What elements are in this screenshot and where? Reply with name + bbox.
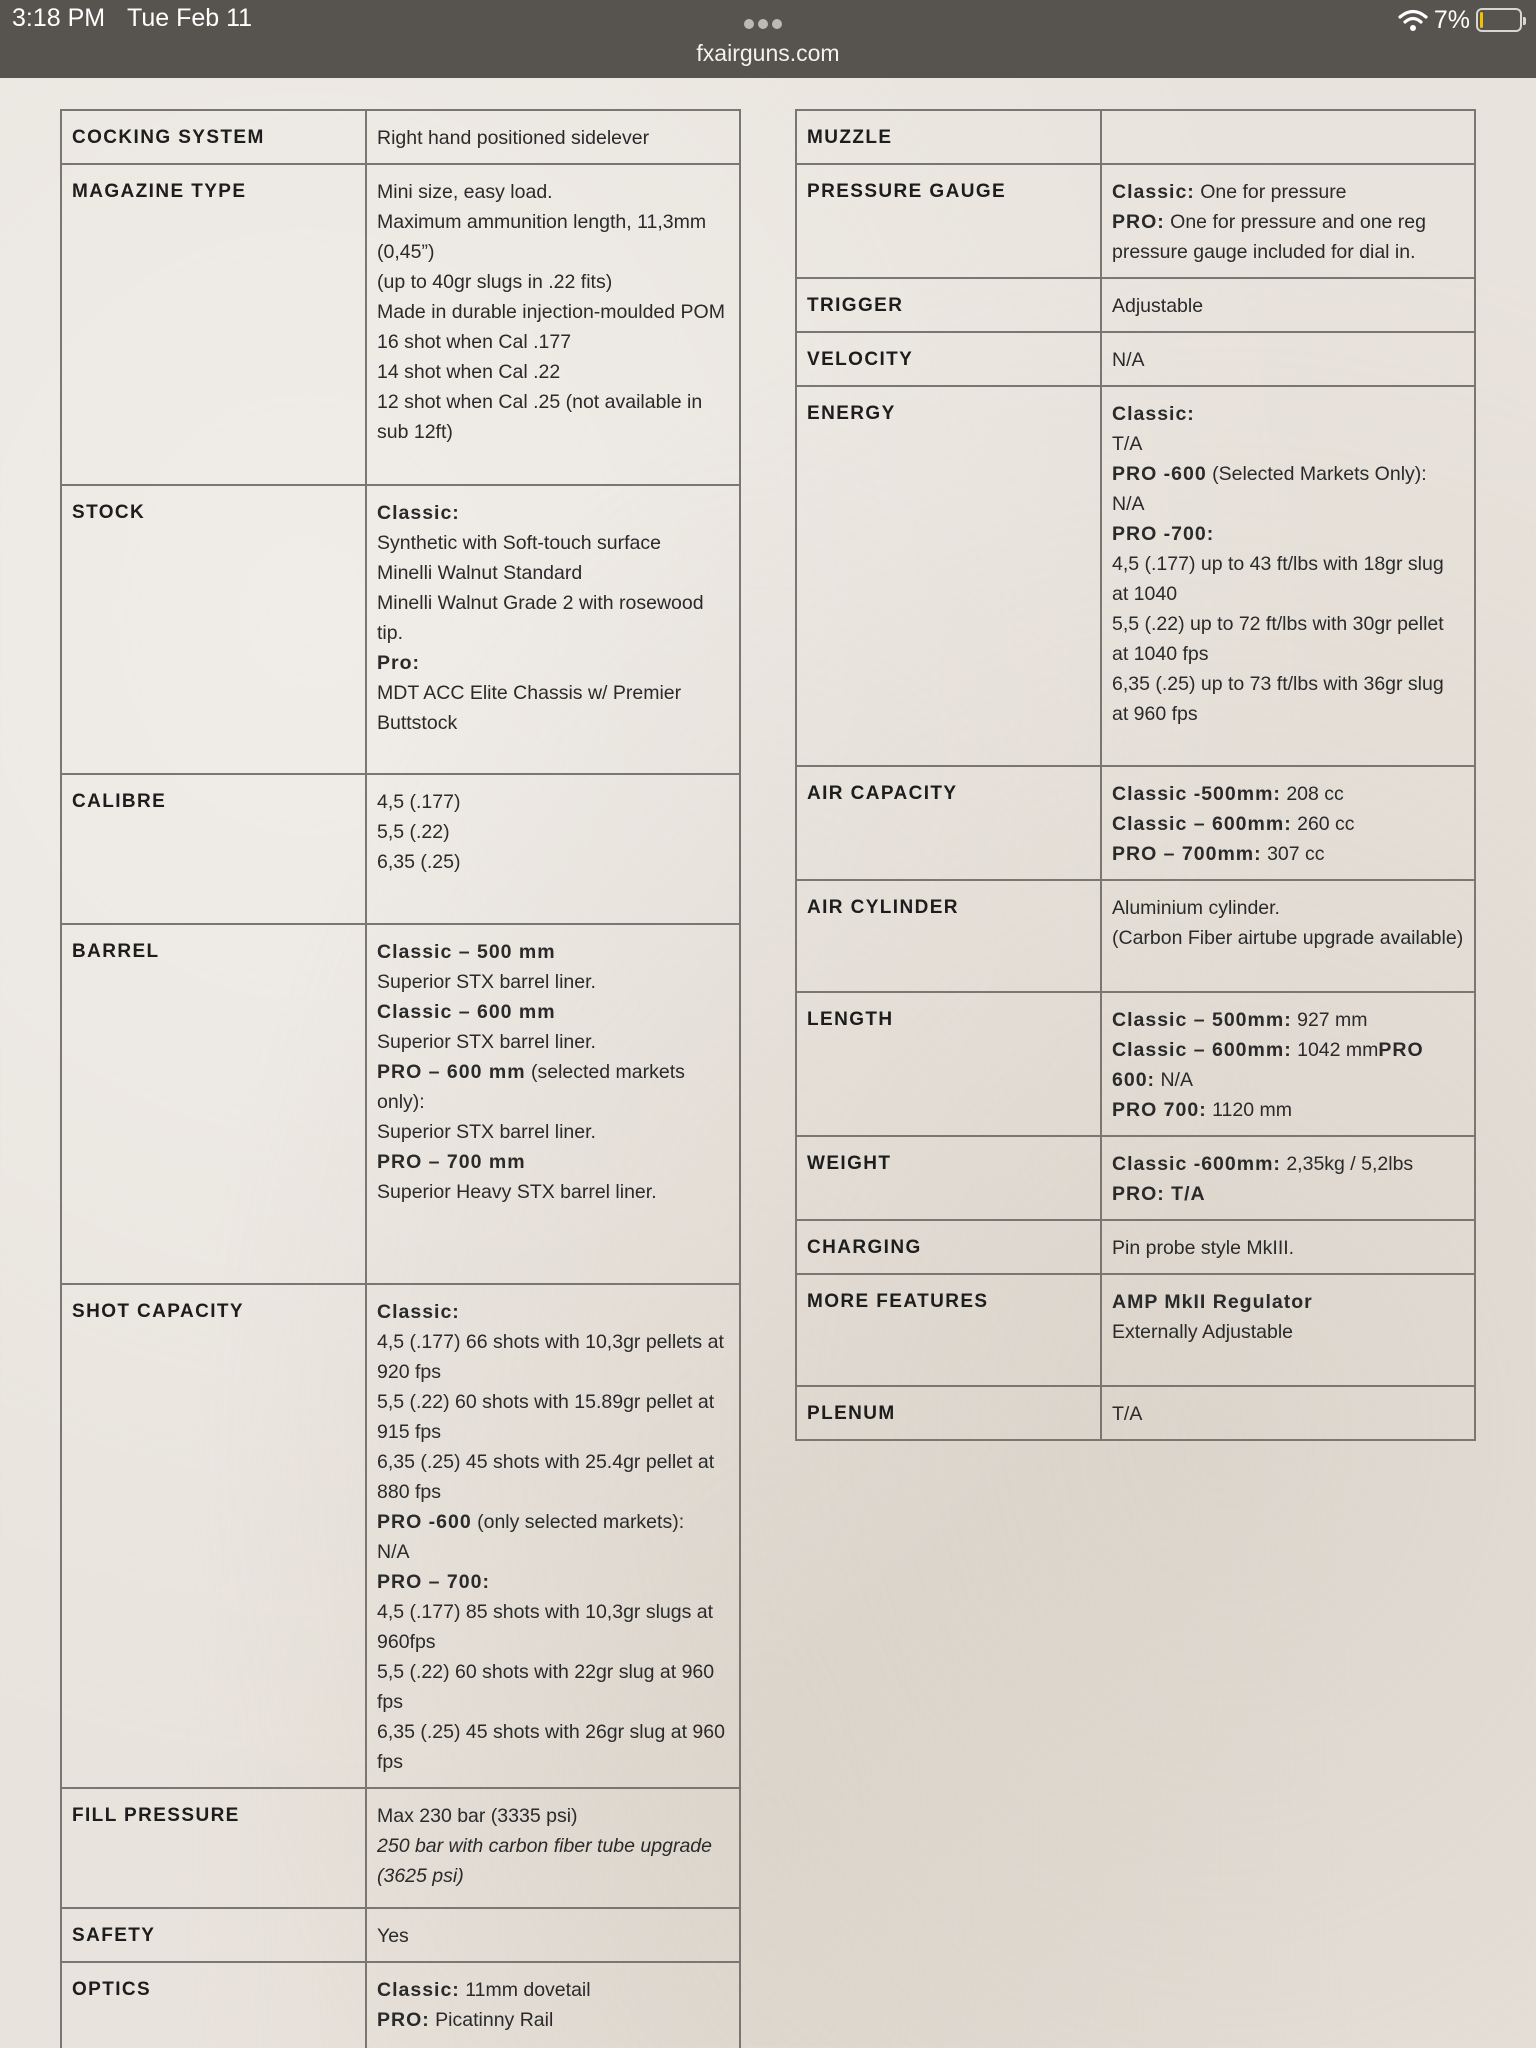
spec-row-barrel: [61, 924, 740, 1284]
spec-row-pressure-gauge: [796, 164, 1475, 278]
spec-value-line: 14 shot when Cal .22: [377, 361, 561, 383]
spec-row-calibre: [61, 774, 740, 924]
spec-value: [366, 110, 740, 164]
spec-value: [1101, 110, 1475, 164]
spec-value: [1101, 992, 1475, 1136]
spec-value: [1101, 164, 1475, 278]
spec-value: [366, 164, 740, 485]
spec-value-line: Minelli Walnut Standard: [377, 562, 583, 584]
spec-label: STOCK: [61, 485, 366, 774]
spec-value-line: PRO – 600 mm (selected markets only):: [377, 1061, 685, 1113]
spec-value-line: 6,35 (.25) 45 shots with 25.4gr pellet at 880 fps: [377, 1451, 715, 1503]
spec-label: AIR CAPACITY: [796, 766, 1101, 880]
spec-row-safety: [61, 1908, 740, 1962]
spec-label: MUZZLE: [796, 110, 1101, 164]
spec-row-length: [796, 992, 1475, 1136]
spec-table-right: [795, 109, 1476, 1441]
spec-value: [1101, 278, 1475, 332]
spec-value-line: Classic – 600mm: 1042 mmPRO 600: N/A: [1112, 1039, 1424, 1091]
spec-value-line: Yes: [377, 1925, 409, 1947]
spec-value-line: MDT ACC Elite Chassis w/ Premier Buttstock: [377, 682, 682, 734]
status-bar: [0, 0, 1536, 78]
spec-value-line: Pin probe style MkIII.: [1112, 1237, 1295, 1259]
spec-row-stock: [61, 485, 740, 774]
spec-label: PRESSURE GAUGE: [796, 164, 1101, 278]
spec-value-line: (up to 40gr slugs in .22 fits): [377, 271, 613, 293]
spec-value-line: PRO: One for pressure and one reg pressure gauge included for dial in.: [1112, 211, 1426, 263]
spec-label: MORE FEATURES: [796, 1274, 1101, 1386]
spec-row-air-capacity: [796, 766, 1475, 880]
spec-label: BARREL: [61, 924, 366, 1284]
spec-value-line: PRO – 700mm: 307 cc: [1112, 843, 1325, 865]
spec-value-line: Classic – 600mm: 260 cc: [1112, 813, 1355, 835]
spec-value: [366, 1962, 740, 2048]
spec-value-line: Classic – 500 mm: [377, 941, 556, 963]
spec-value-line: Superior STX barrel liner.: [377, 1031, 596, 1053]
spec-label: OPTICS: [61, 1962, 366, 2048]
spec-value: [366, 1284, 740, 1788]
spec-value-line: N/A: [377, 1541, 410, 1563]
spec-row-velocity: [796, 332, 1475, 386]
spec-value-line: 4,5 (.177) 85 shots with 10,3gr slugs at 960fps: [377, 1601, 714, 1653]
spec-value: [1101, 880, 1475, 992]
spec-value-line: 250 bar with carbon fiber tube upgrade (3625 psi): [377, 1835, 712, 1887]
spec-value-line: T/A: [1112, 1403, 1143, 1425]
spec-value-line: Max 230 bar (3335 psi): [377, 1805, 578, 1827]
spec-row-air-cylinder: [796, 880, 1475, 992]
spec-value-line: Externally Adjustable: [1112, 1321, 1294, 1343]
spec-row-weight: [796, 1136, 1475, 1220]
spec-value-line: PRO – 700:: [377, 1571, 490, 1593]
spec-row-charging: [796, 1220, 1475, 1274]
spec-value-line: PRO: T/A: [1112, 1183, 1206, 1205]
spec-value-line: PRO -700:: [1112, 523, 1215, 545]
spec-value-line: Pro:: [377, 652, 420, 674]
spec-value: [366, 924, 740, 1284]
spec-table-left: [60, 109, 741, 2048]
spec-label: SAFETY: [61, 1908, 366, 1962]
spec-value-line: (Carbon Fiber airtube upgrade available): [1112, 927, 1464, 949]
spec-value-line: 6,35 (.25) up to 73 ft/lbs with 36gr slug at 960 fps: [1112, 673, 1444, 725]
spec-value-line: PRO: Picatinny Rail: [377, 2009, 554, 2031]
spec-value: [1101, 1274, 1475, 1386]
spec-row-magazine-type: [61, 164, 740, 485]
spec-value-line: Superior Heavy STX barrel liner.: [377, 1181, 657, 1203]
status-time: 3:18 PM: [12, 4, 106, 32]
spec-label: TRIGGER: [796, 278, 1101, 332]
spec-label: LENGTH: [796, 992, 1101, 1136]
spec-value-line: Classic – 500mm: 927 mm: [1112, 1009, 1368, 1031]
spec-value: [366, 774, 740, 924]
spec-value-line: 6,35 (.25): [377, 851, 461, 873]
spec-value-line: 5,5 (.22): [377, 821, 450, 843]
spec-value-line: Classic:: [377, 502, 460, 524]
spec-row-shot-capacity: [61, 1284, 740, 1788]
spec-label: ENERGY: [796, 386, 1101, 766]
spec-label: SHOT CAPACITY: [61, 1284, 366, 1788]
spec-value-line: 5,5 (.22) 60 shots with 15.89gr pellet at 915 fps: [377, 1391, 715, 1443]
spec-value-line: AMP MkII Regulator: [1112, 1291, 1313, 1313]
spec-value: [1101, 766, 1475, 880]
battery-icon: [1476, 8, 1522, 32]
spec-value-line: Classic:: [1112, 403, 1195, 425]
spec-label: VELOCITY: [796, 332, 1101, 386]
spec-value-line: Classic:: [377, 1301, 460, 1323]
spec-value-line: Minelli Walnut Grade 2 with rosewood tip.: [377, 592, 704, 644]
spec-value: [1101, 332, 1475, 386]
spec-value-line: 6,35 (.25) 45 shots with 26gr slug at 960 fps: [377, 1721, 725, 1773]
spec-value-line: Made in durable injection-moulded POM: [377, 301, 725, 323]
spec-value-line: Classic -600mm: 2,35kg / 5,2lbs: [1112, 1153, 1414, 1175]
spec-row-muzzle: [796, 110, 1475, 164]
spec-row-cocking-system: [61, 110, 740, 164]
spec-value: [366, 1788, 740, 1908]
spec-row-trigger: [796, 278, 1475, 332]
spec-value-line: Superior STX barrel liner.: [377, 971, 596, 993]
spec-row-more-features: [796, 1274, 1475, 1386]
spec-value-line: Aluminium cylinder.: [1112, 897, 1280, 919]
spec-label: COCKING SYSTEM: [61, 110, 366, 164]
spec-value-line: Classic -500mm: 208 cc: [1112, 783, 1344, 805]
spec-value: [1101, 1386, 1475, 1440]
spec-value-line: 4,5 (.177): [377, 791, 461, 813]
spec-value-line: Classic – 600 mm: [377, 1001, 556, 1023]
spec-label: AIR CYLINDER: [796, 880, 1101, 992]
spec-value: [366, 485, 740, 774]
spec-value-line: Classic: One for pressure: [1112, 181, 1347, 203]
spec-value-line: T/A: [1112, 433, 1143, 455]
spec-value-line: PRO 700: 1120 mm: [1112, 1099, 1292, 1121]
battery-percent: 7%: [1433, 5, 1470, 34]
spec-value-line: Adjustable: [1112, 295, 1204, 317]
spec-row-plenum: [796, 1386, 1475, 1440]
spec-value: [1101, 1220, 1475, 1274]
status-indicators: [1398, 6, 1522, 34]
spec-value-line: Superior STX barrel liner.: [377, 1121, 596, 1143]
spec-row-energy: [796, 386, 1475, 766]
spec-value: [1101, 386, 1475, 766]
spec-value-line: Synthetic with Soft-touch surface: [377, 532, 661, 554]
spec-value-line: N/A: [1112, 493, 1145, 515]
spec-label: FILL PRESSURE: [61, 1788, 366, 1908]
spec-value-line: N/A: [1112, 349, 1145, 371]
spec-label: PLENUM: [796, 1386, 1101, 1440]
spec-value-line: Mini size, easy load.: [377, 181, 553, 203]
spec-value-line: PRO -600 (only selected markets):: [377, 1511, 685, 1533]
address-url[interactable]: fxairguns.com: [696, 40, 840, 66]
spec-value-line: 4,5 (.177) 66 shots with 10,3gr pellets at 920 fps: [377, 1331, 724, 1383]
spec-value-line: PRO – 700 mm: [377, 1151, 526, 1173]
spec-value-line: 4,5 (.177) up to 43 ft/lbs with 18gr slug at 1040: [1112, 553, 1444, 605]
spec-label: MAGAZINE TYPE: [61, 164, 366, 485]
spec-value-line: 5,5 (.22) 60 shots with 22gr slug at 960 fps: [377, 1661, 715, 1713]
spec-label: CALIBRE: [61, 774, 366, 924]
wifi-icon: [1398, 8, 1428, 32]
spec-value-line: 12 shot when Cal .25 (not available in sub 12ft): [377, 391, 703, 443]
spec-value: [366, 1908, 740, 1962]
spec-label: CHARGING: [796, 1220, 1101, 1274]
spec-row-optics: [61, 1962, 740, 2048]
status-date: Tue Feb 11: [127, 4, 253, 32]
spec-value-line: 5,5 (.22) up to 72 ft/lbs with 30gr pellet at 1040 fps: [1112, 613, 1444, 665]
spec-row-fill-pressure: [61, 1788, 740, 1908]
spec-value: [1101, 1136, 1475, 1220]
spec-value-line: Classic: 11mm dovetail: [377, 1979, 591, 2001]
more-dots-icon[interactable]: [744, 16, 792, 28]
spec-value-line: PRO -600 (Selected Markets Only):: [1112, 463, 1427, 485]
spec-value-line: 16 shot when Cal .177: [377, 331, 572, 353]
spec-value-line: Right hand positioned sidelever: [377, 127, 650, 149]
spec-label: WEIGHT: [796, 1136, 1101, 1220]
spec-value-line: Maximum ammunition length, 11,3mm (0,45”): [377, 211, 707, 263]
battery-level: [1480, 12, 1483, 28]
